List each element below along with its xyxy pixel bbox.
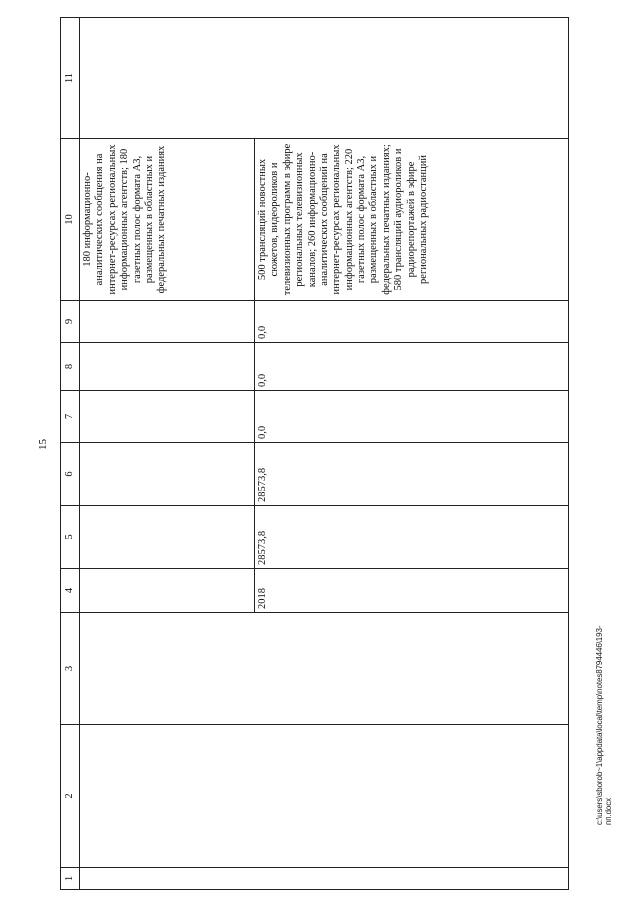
header-row [61,18,80,890]
cell-col2 [80,725,569,868]
cell-col11 [80,18,569,139]
cell-value-9: 0,0 [255,301,569,343]
header-cell-7: 7 [61,391,80,443]
cell-results-1 [80,139,255,301]
header-cell-8: 8 [61,343,80,391]
file-path-footer: c:\users\sborob~1\appdata\local\temp\notes8794446\193-пп.docx [595,625,613,825]
header-cell-6: 6 [61,443,80,506]
header-cell-11: 11 [61,18,80,139]
cell-value-7: 0,0 [255,391,569,443]
cell-col4 [80,569,255,613]
results-text-1: 180 информационно-аналитических сообщения на интернет-ресурсах региональных информационных агентств; 180 газетных полос формата А3, размещенных в областных и федеральных печатных изданиях [82,144,168,295]
header-cell-9: 9 [61,301,80,343]
table-container [60,18,569,890]
cell-value-8: 0,0 [255,343,569,391]
cell-col6 [80,443,255,506]
page-number: 15 [37,439,49,450]
cell-col1 [80,868,569,890]
results-text-2: 500 трансляций новостных сюжетов, видеороликов и телевизионных программ в эфире региональных телевизионных каналов; 260 информационно-аналитических сообщений на интернет-ресурсах региональных информационных агентств; 220 газетных полос формата А3, размещенных в областных и федеральных печатных изданиях; 580 трансляций аудиороликов и радиорепортажей в эфире региональных радиостанций [257,143,429,296]
header-cell-5: 5 [61,506,80,569]
table-row [80,18,255,890]
cell-year: 2018 [255,569,569,613]
cell-col9 [80,301,255,343]
header-cell-2: 2 [61,725,80,868]
cell-col3 [80,613,569,725]
cell-value-6: 28573,8 [255,443,569,506]
header-cell-4: 4 [61,569,80,613]
header-cell-1: 1 [61,868,80,890]
header-cell-10: 10 [61,139,80,301]
cell-col8 [80,343,255,391]
cell-results-2 [255,139,569,301]
cell-col5 [80,506,255,569]
cell-total: 28573,8 [255,506,569,569]
header-cell-3: 3 [61,613,80,725]
program-table [60,17,569,890]
cell-col7 [80,391,255,443]
